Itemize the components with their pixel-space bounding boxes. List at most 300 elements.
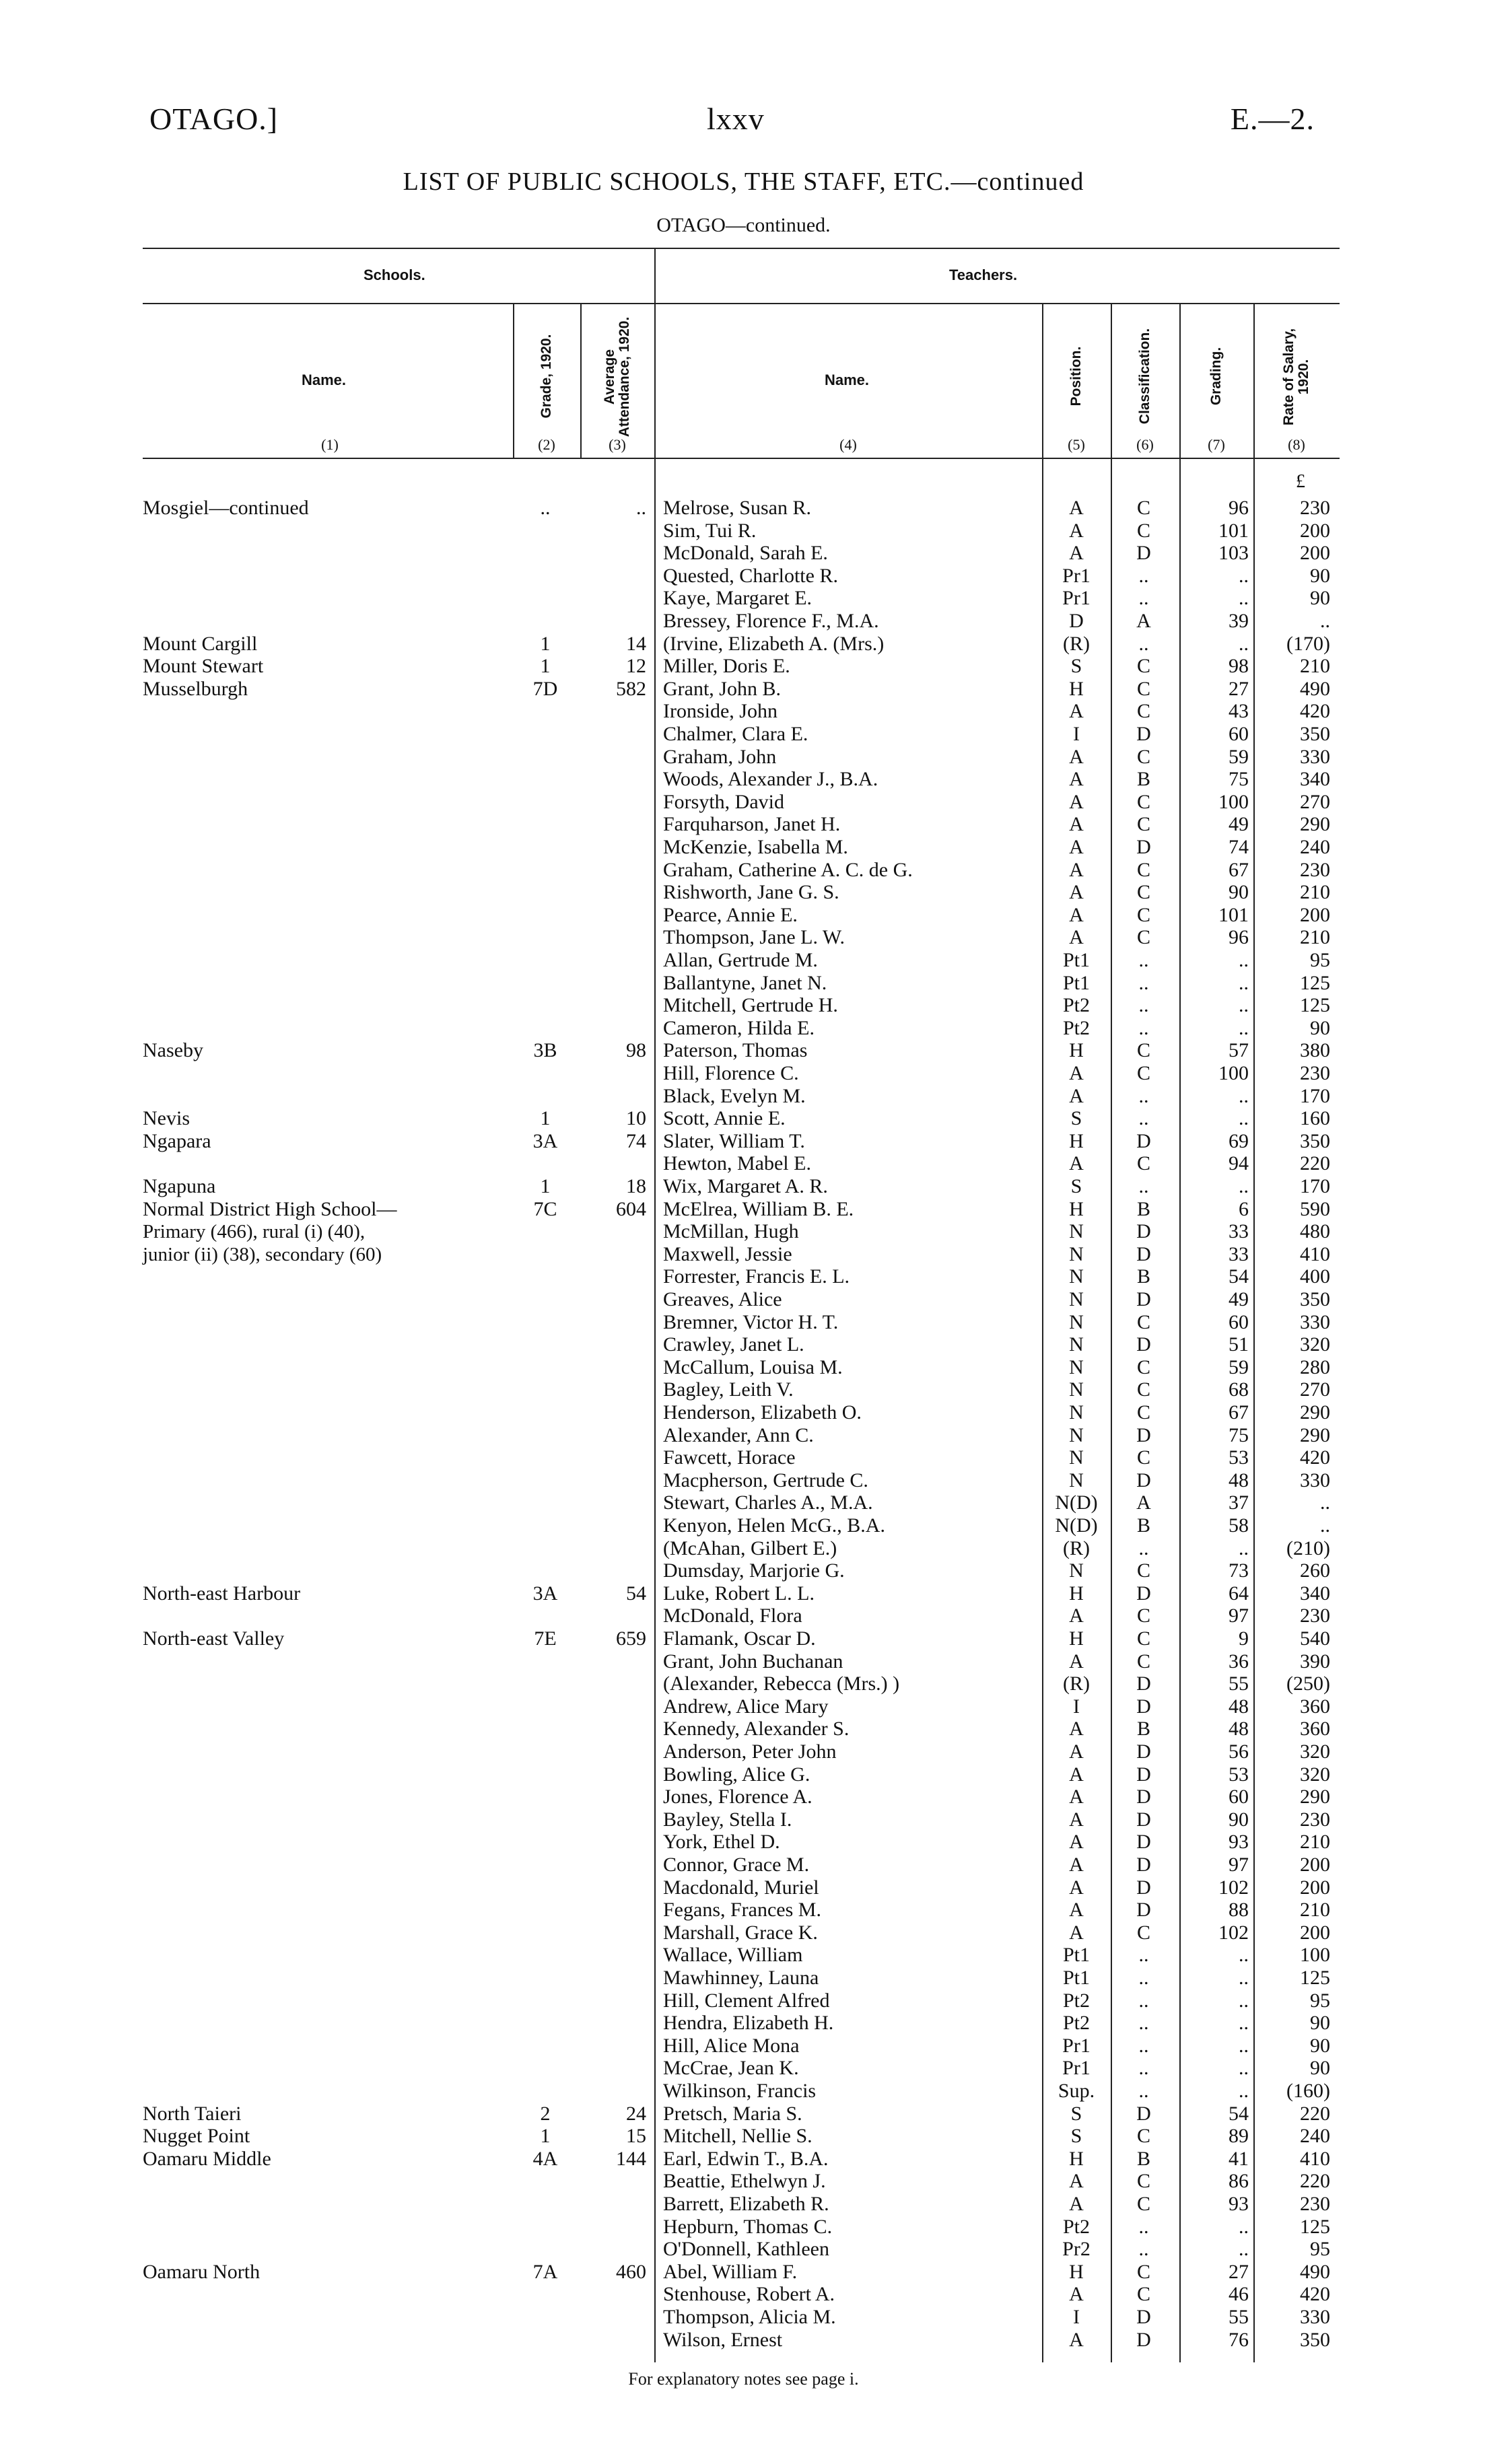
school-name: North Taieri: [143, 2102, 242, 2125]
teacher-position: A: [1069, 1650, 1084, 1673]
table-row: [0, 1763, 1487, 1786]
teacher-position: Pr1: [1062, 2057, 1091, 2080]
teacher-position: A: [1069, 1062, 1084, 1084]
teacher-classification: C: [1136, 1559, 1150, 1582]
table-row: [0, 881, 1487, 904]
teacher-position: A: [1069, 790, 1084, 813]
table-row: [0, 1333, 1487, 1356]
table-row: [0, 1673, 1487, 1695]
teacher-grading: 53: [1229, 1446, 1249, 1469]
teacher-position: (R): [1063, 1537, 1090, 1559]
teacher-grading: 39: [1229, 610, 1249, 632]
teacher-classification: ..: [1138, 1107, 1149, 1130]
teacher-name: Thompson, Alicia M.: [663, 2306, 836, 2328]
teacher-name: McMillan, Hugh: [663, 1220, 799, 1243]
teacher-position: A: [1069, 1899, 1084, 1922]
teacher-salary: 210: [1300, 926, 1330, 949]
teacher-position: S: [1070, 1107, 1082, 1130]
teacher-classification: ..: [1138, 1016, 1149, 1039]
table-row: [0, 700, 1487, 723]
rule-after-school-name: [513, 303, 514, 458]
teacher-position: Pr1: [1062, 564, 1091, 587]
teacher-name: Bowling, Alice G.: [663, 1763, 810, 1786]
teacher-grading: 33: [1229, 1220, 1249, 1243]
teacher-grading: 48: [1229, 1718, 1249, 1740]
teacher-grading: 37: [1229, 1491, 1249, 1514]
teacher-name: Scott, Annie E.: [663, 1107, 786, 1130]
teacher-position: I: [1073, 2306, 1080, 2328]
teacher-grading: 55: [1229, 1673, 1249, 1695]
teacher-classification: D: [1136, 1469, 1151, 1491]
column-header-grade: Grade, 1920.: [539, 334, 554, 419]
page-header-right: E.—2.: [1230, 102, 1315, 136]
page-header-left: OTAGO.]: [149, 102, 279, 136]
table-row: [0, 1582, 1487, 1605]
teacher-classification: B: [1136, 1718, 1150, 1740]
teacher-grading: 96: [1229, 926, 1249, 949]
teacher-salary: 220: [1300, 2102, 1330, 2125]
teacher-position: A: [1069, 881, 1084, 904]
teacher-position: A: [1069, 768, 1084, 791]
teacher-salary: 240: [1300, 836, 1330, 858]
table-row: [0, 1627, 1487, 1650]
school-attendance: 18: [626, 1175, 646, 1197]
teacher-salary: 350: [1300, 1288, 1330, 1310]
school-name: Mount Stewart: [143, 655, 264, 678]
teacher-salary: 200: [1300, 1921, 1330, 1944]
teacher-position: Pt1: [1062, 1944, 1091, 1967]
table-row: [0, 2057, 1487, 2080]
teacher-classification: D: [1136, 1831, 1151, 1854]
teacher-salary: 220: [1300, 1152, 1330, 1175]
teacher-grading: 27: [1229, 677, 1249, 700]
teacher-salary: 230: [1300, 1062, 1330, 1084]
teacher-position: A: [1069, 813, 1084, 836]
column-number: (2): [538, 436, 555, 453]
teacher-position: N(D): [1055, 1514, 1098, 1537]
teacher-salary: 330: [1300, 1310, 1330, 1333]
document-title: LIST OF PUBLIC SCHOOLS, THE STAFF, ETC.—continued: [403, 168, 1084, 196]
teacher-grading: 59: [1229, 1356, 1249, 1378]
teacher-salary: 260: [1300, 1559, 1330, 1582]
teacher-name: Wallace, William: [663, 1944, 803, 1967]
table-row: [0, 859, 1487, 882]
teacher-classification: D: [1136, 1129, 1151, 1152]
teacher-position: N: [1069, 1401, 1084, 1423]
teacher-position: A: [1069, 1740, 1084, 1763]
teacher-salary: 170: [1300, 1175, 1330, 1197]
teacher-name: Beattie, Ethelwyn J.: [663, 2170, 826, 2193]
table-row: [0, 926, 1487, 949]
teacher-classification: D: [1136, 1876, 1151, 1899]
teacher-name: Jones, Florence A.: [663, 1786, 812, 1808]
school-attendance: 604: [616, 1197, 646, 1220]
teacher-position: A: [1069, 858, 1084, 881]
teacher-classification: B: [1136, 2147, 1150, 2170]
teacher-grading: ..: [1239, 2034, 1249, 2057]
teacher-name: Black, Evelyn M.: [663, 1084, 806, 1107]
teacher-position: N(D): [1055, 1491, 1098, 1514]
teacher-position: A: [1069, 1831, 1084, 1854]
teacher-classification: C: [1136, 2170, 1150, 2193]
school-name: Normal District High School—: [143, 1197, 397, 1220]
teacher-name: Woods, Alexander J., B.A.: [663, 768, 878, 791]
teacher-position: N: [1069, 1378, 1084, 1401]
teacher-salary: 390: [1300, 1650, 1330, 1673]
table-row: [0, 2216, 1487, 2239]
teacher-position: H: [1069, 1627, 1084, 1650]
teacher-name: (McAhan, Gilbert E.): [663, 1537, 837, 1559]
school-attendance: ..: [636, 497, 646, 519]
teacher-position: Pr1: [1062, 2034, 1091, 2057]
teacher-classification: ..: [1138, 971, 1149, 994]
teacher-position: (R): [1063, 632, 1090, 655]
teacher-classification: D: [1136, 1582, 1151, 1605]
teacher-grading: 102: [1218, 1921, 1249, 1944]
teacher-grading: ..: [1239, 632, 1249, 655]
teacher-grading: 93: [1229, 2193, 1249, 2215]
teacher-salary: 420: [1300, 1446, 1330, 1469]
teacher-classification: ..: [1138, 1537, 1149, 1559]
teacher-classification: B: [1136, 768, 1150, 791]
teacher-grading: 36: [1229, 1650, 1249, 1673]
group-header-rule: [143, 303, 1340, 304]
teacher-position: Pt1: [1062, 1967, 1091, 1989]
column-number: (8): [1288, 436, 1305, 453]
school-grade: 7A: [532, 2260, 558, 2283]
teacher-position: A: [1069, 1763, 1084, 1786]
teacher-salary: 340: [1300, 1582, 1330, 1605]
teacher-position: H: [1069, 1197, 1084, 1220]
teacher-grading: 97: [1229, 1854, 1249, 1876]
teacher-classification: D: [1136, 1808, 1151, 1831]
school-grade: 1: [540, 2125, 551, 2148]
teacher-salary: (170): [1286, 632, 1330, 655]
table-row: [0, 565, 1487, 588]
teacher-classification: D: [1136, 1423, 1151, 1446]
school-grade: 1: [540, 1107, 551, 1130]
table-row: [0, 1378, 1487, 1401]
teacher-position: Pt2: [1062, 2215, 1091, 2238]
table-row: [0, 1605, 1487, 1627]
teacher-grading: 97: [1229, 1605, 1249, 1627]
teacher-classification: C: [1136, 1378, 1150, 1401]
school-attendance: 24: [626, 2102, 646, 2125]
teacher-grading: 60: [1229, 723, 1249, 745]
teacher-grading: ..: [1239, 2057, 1249, 2080]
teacher-salary: ..: [1320, 1514, 1330, 1537]
teacher-salary: 400: [1300, 1265, 1330, 1288]
teacher-name: Hepburn, Thomas C.: [663, 2215, 833, 2238]
school-attendance: 14: [626, 632, 646, 655]
teacher-name: Miller, Doris E.: [663, 655, 790, 678]
teacher-grading: ..: [1239, 1989, 1249, 2012]
table-row: [0, 1695, 1487, 1718]
teacher-grading: 89: [1229, 2125, 1249, 2148]
teacher-position: Pr2: [1062, 2238, 1091, 2261]
table-row: [0, 1831, 1487, 1854]
teacher-salary: 540: [1300, 1627, 1330, 1650]
teacher-salary: ..: [1320, 1491, 1330, 1514]
teacher-grading: 86: [1229, 2170, 1249, 2193]
teacher-salary: 290: [1300, 1786, 1330, 1808]
teacher-classification: C: [1136, 1650, 1150, 1673]
column-header-rule: [143, 458, 1340, 459]
teacher-grading: 102: [1218, 1876, 1249, 1899]
teacher-salary: 490: [1300, 2260, 1330, 2283]
school-attendance: 74: [626, 1129, 646, 1152]
table-top-rule: [143, 248, 1340, 249]
teacher-classification: C: [1136, 881, 1150, 904]
teacher-classification: C: [1136, 745, 1150, 768]
table-row: [0, 723, 1487, 746]
teacher-name: McCallum, Louisa M.: [663, 1356, 843, 1378]
teacher-grading: 88: [1229, 1899, 1249, 1922]
teacher-name: Allan, Gertrude M.: [663, 949, 818, 971]
teacher-position: H: [1069, 1582, 1084, 1605]
teacher-classification: ..: [1138, 2215, 1149, 2238]
teacher-name: Pearce, Annie E.: [663, 903, 798, 926]
school-name: Oamaru Middle: [143, 2147, 271, 2170]
teacher-name: McKenzie, Isabella M.: [663, 836, 848, 858]
teacher-name: McElrea, William B. E.: [663, 1197, 854, 1220]
teacher-position: Pt2: [1062, 994, 1091, 1017]
teacher-name: Wilkinson, Francis: [663, 2080, 817, 2102]
teacher-name: Kenyon, Helen McG., B.A.: [663, 1514, 885, 1537]
table-row: [0, 1944, 1487, 1967]
teacher-classification: ..: [1138, 632, 1149, 655]
teacher-grading: 93: [1229, 1831, 1249, 1854]
teacher-salary: 290: [1300, 813, 1330, 836]
teacher-classification: C: [1136, 903, 1150, 926]
teacher-position: A: [1069, 519, 1084, 542]
teacher-salary: 330: [1300, 2306, 1330, 2328]
teacher-name: Fawcett, Horace: [663, 1446, 796, 1469]
teacher-classification: D: [1136, 1673, 1151, 1695]
teacher-grading: ..: [1239, 2080, 1249, 2102]
teacher-salary: 350: [1300, 2328, 1330, 2351]
column-header-teacher-name: Name.: [825, 372, 870, 388]
teacher-name: Slater, William T.: [663, 1129, 805, 1152]
teacher-salary: 90: [1310, 2034, 1330, 2057]
teacher-classification: C: [1136, 519, 1150, 542]
teacher-grading: 33: [1229, 1242, 1249, 1265]
teacher-salary: 220: [1300, 2170, 1330, 2193]
teacher-classification: D: [1136, 1899, 1151, 1922]
teacher-position: Pt2: [1062, 1016, 1091, 1039]
table-row: [0, 2283, 1487, 2306]
teacher-grading: 49: [1229, 1288, 1249, 1310]
teacher-salary: 330: [1300, 745, 1330, 768]
teacher-salary: 210: [1300, 881, 1330, 904]
teacher-grading: 57: [1229, 1039, 1249, 1062]
teacher-salary: 200: [1300, 1876, 1330, 1899]
teacher-classification: C: [1136, 1446, 1150, 1469]
teacher-salary: ..: [1320, 610, 1330, 632]
teacher-salary: 210: [1300, 1899, 1330, 1922]
teacher-grading: ..: [1239, 564, 1249, 587]
teacher-position: A: [1069, 2328, 1084, 2351]
teacher-salary: 320: [1300, 1333, 1330, 1356]
teacher-name: Marshall, Grace K.: [663, 1921, 818, 1944]
school-grade: 7C: [533, 1197, 557, 1220]
table-row: [0, 2306, 1487, 2329]
teacher-name: Forrester, Francis E. L.: [663, 1265, 850, 1288]
teacher-salary: 340: [1300, 768, 1330, 791]
teacher-name: Hendra, Elizabeth H.: [663, 2012, 834, 2035]
teacher-position: A: [1069, 497, 1084, 519]
teacher-name: Mitchell, Gertrude H.: [663, 994, 838, 1017]
teacher-classification: C: [1136, 1152, 1150, 1175]
school-name: Oamaru North: [143, 2260, 261, 2283]
teacher-classification: ..: [1138, 2034, 1149, 2057]
teacher-name: (Alexander, Rebecca (Mrs.) ): [663, 1673, 900, 1695]
table-row: [0, 1265, 1487, 1288]
teacher-name: McDonald, Sarah E.: [663, 542, 828, 565]
table-row: [0, 1922, 1487, 1944]
table-row: [0, 1854, 1487, 1876]
teacher-position: A: [1069, 1876, 1084, 1899]
teacher-name: Andrew, Alice Mary: [663, 1695, 829, 1718]
teacher-name: Luke, Robert L. L.: [663, 1582, 815, 1605]
teacher-grading: 60: [1229, 1786, 1249, 1808]
group-header-teachers: Teachers.: [949, 267, 1018, 283]
column-header-classification: Classification.: [1137, 328, 1152, 425]
teacher-grading: ..: [1239, 1084, 1249, 1107]
teacher-position: N: [1069, 1333, 1084, 1356]
teacher-classification: ..: [1138, 1944, 1149, 1967]
teacher-classification: C: [1136, 677, 1150, 700]
teacher-salary: 200: [1300, 1854, 1330, 1876]
teacher-name: Stenhouse, Robert A.: [663, 2283, 835, 2306]
teacher-grading: ..: [1239, 2238, 1249, 2261]
school-grade: 3A: [532, 1582, 558, 1605]
teacher-name: Kaye, Margaret E.: [663, 587, 812, 610]
teacher-salary: 350: [1300, 1129, 1330, 1152]
teacher-name: (Irvine, Elizabeth A. (Mrs.): [663, 632, 885, 655]
teacher-position: A: [1069, 1921, 1084, 1944]
teacher-grading: 75: [1229, 768, 1249, 791]
table-row: [0, 1718, 1487, 1740]
teacher-grading: 54: [1229, 1265, 1249, 1288]
teacher-position: N: [1069, 1559, 1084, 1582]
teacher-grading: ..: [1239, 971, 1249, 994]
table-row: [0, 1876, 1487, 1899]
school-name: Nevis: [143, 1107, 190, 1130]
table-row: [0, 633, 1487, 656]
school-name: North-east Harbour: [143, 1582, 301, 1605]
school-name: Primary (466), rural (i) (40),: [143, 1221, 366, 1243]
teacher-grading: 96: [1229, 497, 1249, 519]
teacher-classification: D: [1136, 836, 1151, 858]
table-row: [0, 1017, 1487, 1040]
teacher-classification: ..: [1138, 949, 1149, 971]
teacher-position: A: [1069, 1786, 1084, 1808]
teacher-position: A: [1069, 745, 1084, 768]
teacher-grading: 101: [1218, 903, 1249, 926]
school-grade: 1: [540, 1175, 551, 1197]
table-row: [0, 1967, 1487, 1990]
school-grade: 3B: [533, 1039, 557, 1062]
teacher-salary: 380: [1300, 1039, 1330, 1062]
table-row: [0, 836, 1487, 859]
teacher-classification: B: [1136, 1197, 1150, 1220]
school-attendance: 582: [616, 677, 646, 700]
teacher-name: Macpherson, Gertrude C.: [663, 1469, 868, 1491]
teacher-name: Kennedy, Alexander S.: [663, 1718, 850, 1740]
teacher-position: S: [1070, 2125, 1082, 2148]
teacher-salary: 170: [1300, 1084, 1330, 1107]
teacher-name: Graham, Catherine A. C. de G.: [663, 858, 913, 881]
teacher-classification: D: [1136, 1854, 1151, 1876]
teacher-position: S: [1070, 655, 1082, 678]
teacher-classification: C: [1136, 1356, 1150, 1378]
table-row: [0, 2012, 1487, 2035]
school-grade: ..: [540, 497, 551, 519]
column-header-position: Position.: [1068, 346, 1084, 407]
column-number: (7): [1208, 436, 1225, 453]
table-row: [0, 1514, 1487, 1537]
table-row: [0, 497, 1487, 520]
teacher-classification: D: [1136, 1333, 1151, 1356]
currency-symbol: £: [1296, 471, 1305, 492]
teacher-salary: 290: [1300, 1423, 1330, 1446]
table-row: [0, 1990, 1487, 2012]
table-row: [0, 1175, 1487, 1198]
teacher-classification: C: [1136, 497, 1150, 519]
teacher-name: Abel, William F.: [663, 2260, 798, 2283]
teacher-classification: ..: [1138, 1084, 1149, 1107]
teacher-salary: 125: [1300, 2215, 1330, 2238]
teacher-grading: 43: [1229, 700, 1249, 723]
teacher-classification: D: [1136, 2328, 1151, 2351]
teacher-salary: 350: [1300, 723, 1330, 745]
teacher-position: N: [1069, 1423, 1084, 1446]
table-row: [0, 949, 1487, 972]
teacher-classification: D: [1136, 1242, 1151, 1265]
teacher-position: A: [1069, 700, 1084, 723]
teacher-salary: 410: [1300, 1242, 1330, 1265]
teacher-classification: B: [1136, 1265, 1150, 1288]
school-name: Ngapara: [143, 1129, 211, 1152]
teacher-position: N: [1069, 1288, 1084, 1310]
teacher-grading: 76: [1229, 2328, 1249, 2351]
teacher-name: Wilson, Ernest: [663, 2328, 783, 2351]
teacher-classification: ..: [1138, 2080, 1149, 2102]
teacher-classification: ..: [1138, 564, 1149, 587]
teacher-salary: 410: [1300, 2147, 1330, 2170]
teacher-grading: 9: [1239, 1627, 1249, 1650]
teacher-name: Chalmer, Clara E.: [663, 723, 808, 745]
teacher-grading: 41: [1229, 2147, 1249, 2170]
teacher-position: Pt1: [1062, 949, 1091, 971]
table-row: [0, 768, 1487, 791]
teacher-salary: (160): [1286, 2080, 1330, 2102]
teacher-grading: 90: [1229, 1808, 1249, 1831]
teacher-grading: 100: [1218, 1062, 1249, 1084]
teacher-grading: ..: [1239, 1016, 1249, 1039]
teacher-salary: 420: [1300, 2283, 1330, 2306]
page-number: lxxv: [707, 102, 765, 136]
group-header-schools: Schools.: [364, 267, 425, 283]
teacher-name: Bremner, Victor H. T.: [663, 1310, 839, 1333]
column-number: (4): [839, 436, 857, 453]
school-name: Musselburgh: [143, 677, 248, 700]
school-grade: 2: [540, 2102, 551, 2125]
table-row: [0, 746, 1487, 769]
table-row: [0, 1311, 1487, 1334]
teacher-name: Greaves, Alice: [663, 1288, 782, 1310]
